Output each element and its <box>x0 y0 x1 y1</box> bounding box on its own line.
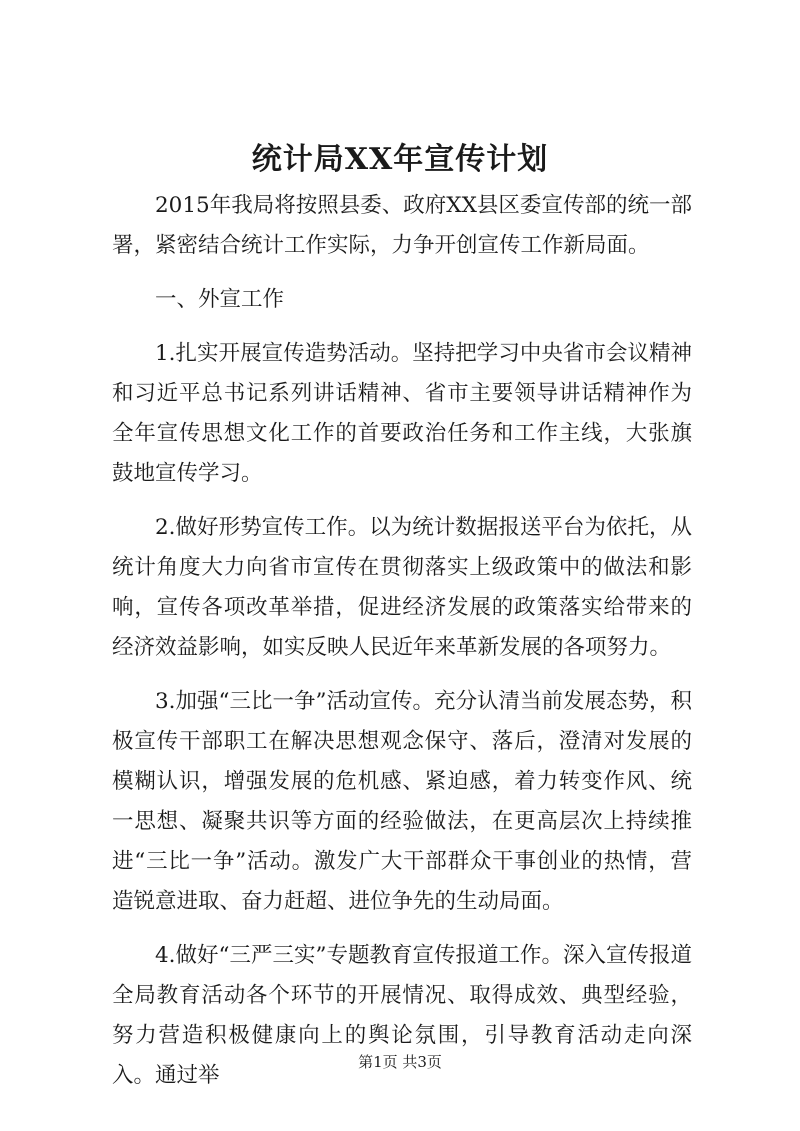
item-paragraph-2: 2.做好形势宣传工作。以为统计数据报送平台为依托，从统计角度大力向省市宣传在贯彻落实上级政策中的做法和影响，宣传各项改革举措，促进经济发展的政策落实给带来的经济效益影响，如实反映人民近年来革新发展的各项努力。 <box>112 515 692 660</box>
page-number-footer: 第1页 共3页 <box>358 1053 442 1071</box>
intro-paragraph: 2015年我局将按照县委、政府XX县区委宣传部的统一部署，紧密结合统计工作实际，力争开创宣传工作新局面。 <box>112 193 692 258</box>
document-body <box>112 186 692 1110</box>
item-paragraph-1: 1.扎实开展宣传造势活动。坚持把学习中央省市会议精神和习近平总书记系列讲话精神、省市主要领导讲话精神作为全年宣传思想文化工作的首要政治任务和工作主线，大张旗鼓地宣传学习。 <box>112 341 692 486</box>
section-heading: 一、外宣工作 <box>155 287 285 312</box>
document-title: 统计局XX年宣传计划 <box>251 142 549 177</box>
item-paragraph-4: 4.做好“三严三实”专题教育宣传报道工作。深入宣传报道全局教育活动各个环节的开展情况、取得成效、典型经验，努力营造积极健康向上的舆论氛围，引导教育活动走向深入。通过举 <box>112 943 692 1088</box>
item-paragraph-3: 3.加强“三比一争”活动宣传。充分认清当前发展态势，积极宣传干部职工在解决思想观念保守、落后，澄清对发展的模糊认识，增强发展的危机感、紧迫感，着力转变作风、统一思想、凝聚共识等方面的经验做法，在更高层次上持续推进“三比一争”活动。激发广大干部群众干事创业的热情，营造锐意进取、奋力赶超、进位争先的生动局面。 <box>112 689 692 914</box>
